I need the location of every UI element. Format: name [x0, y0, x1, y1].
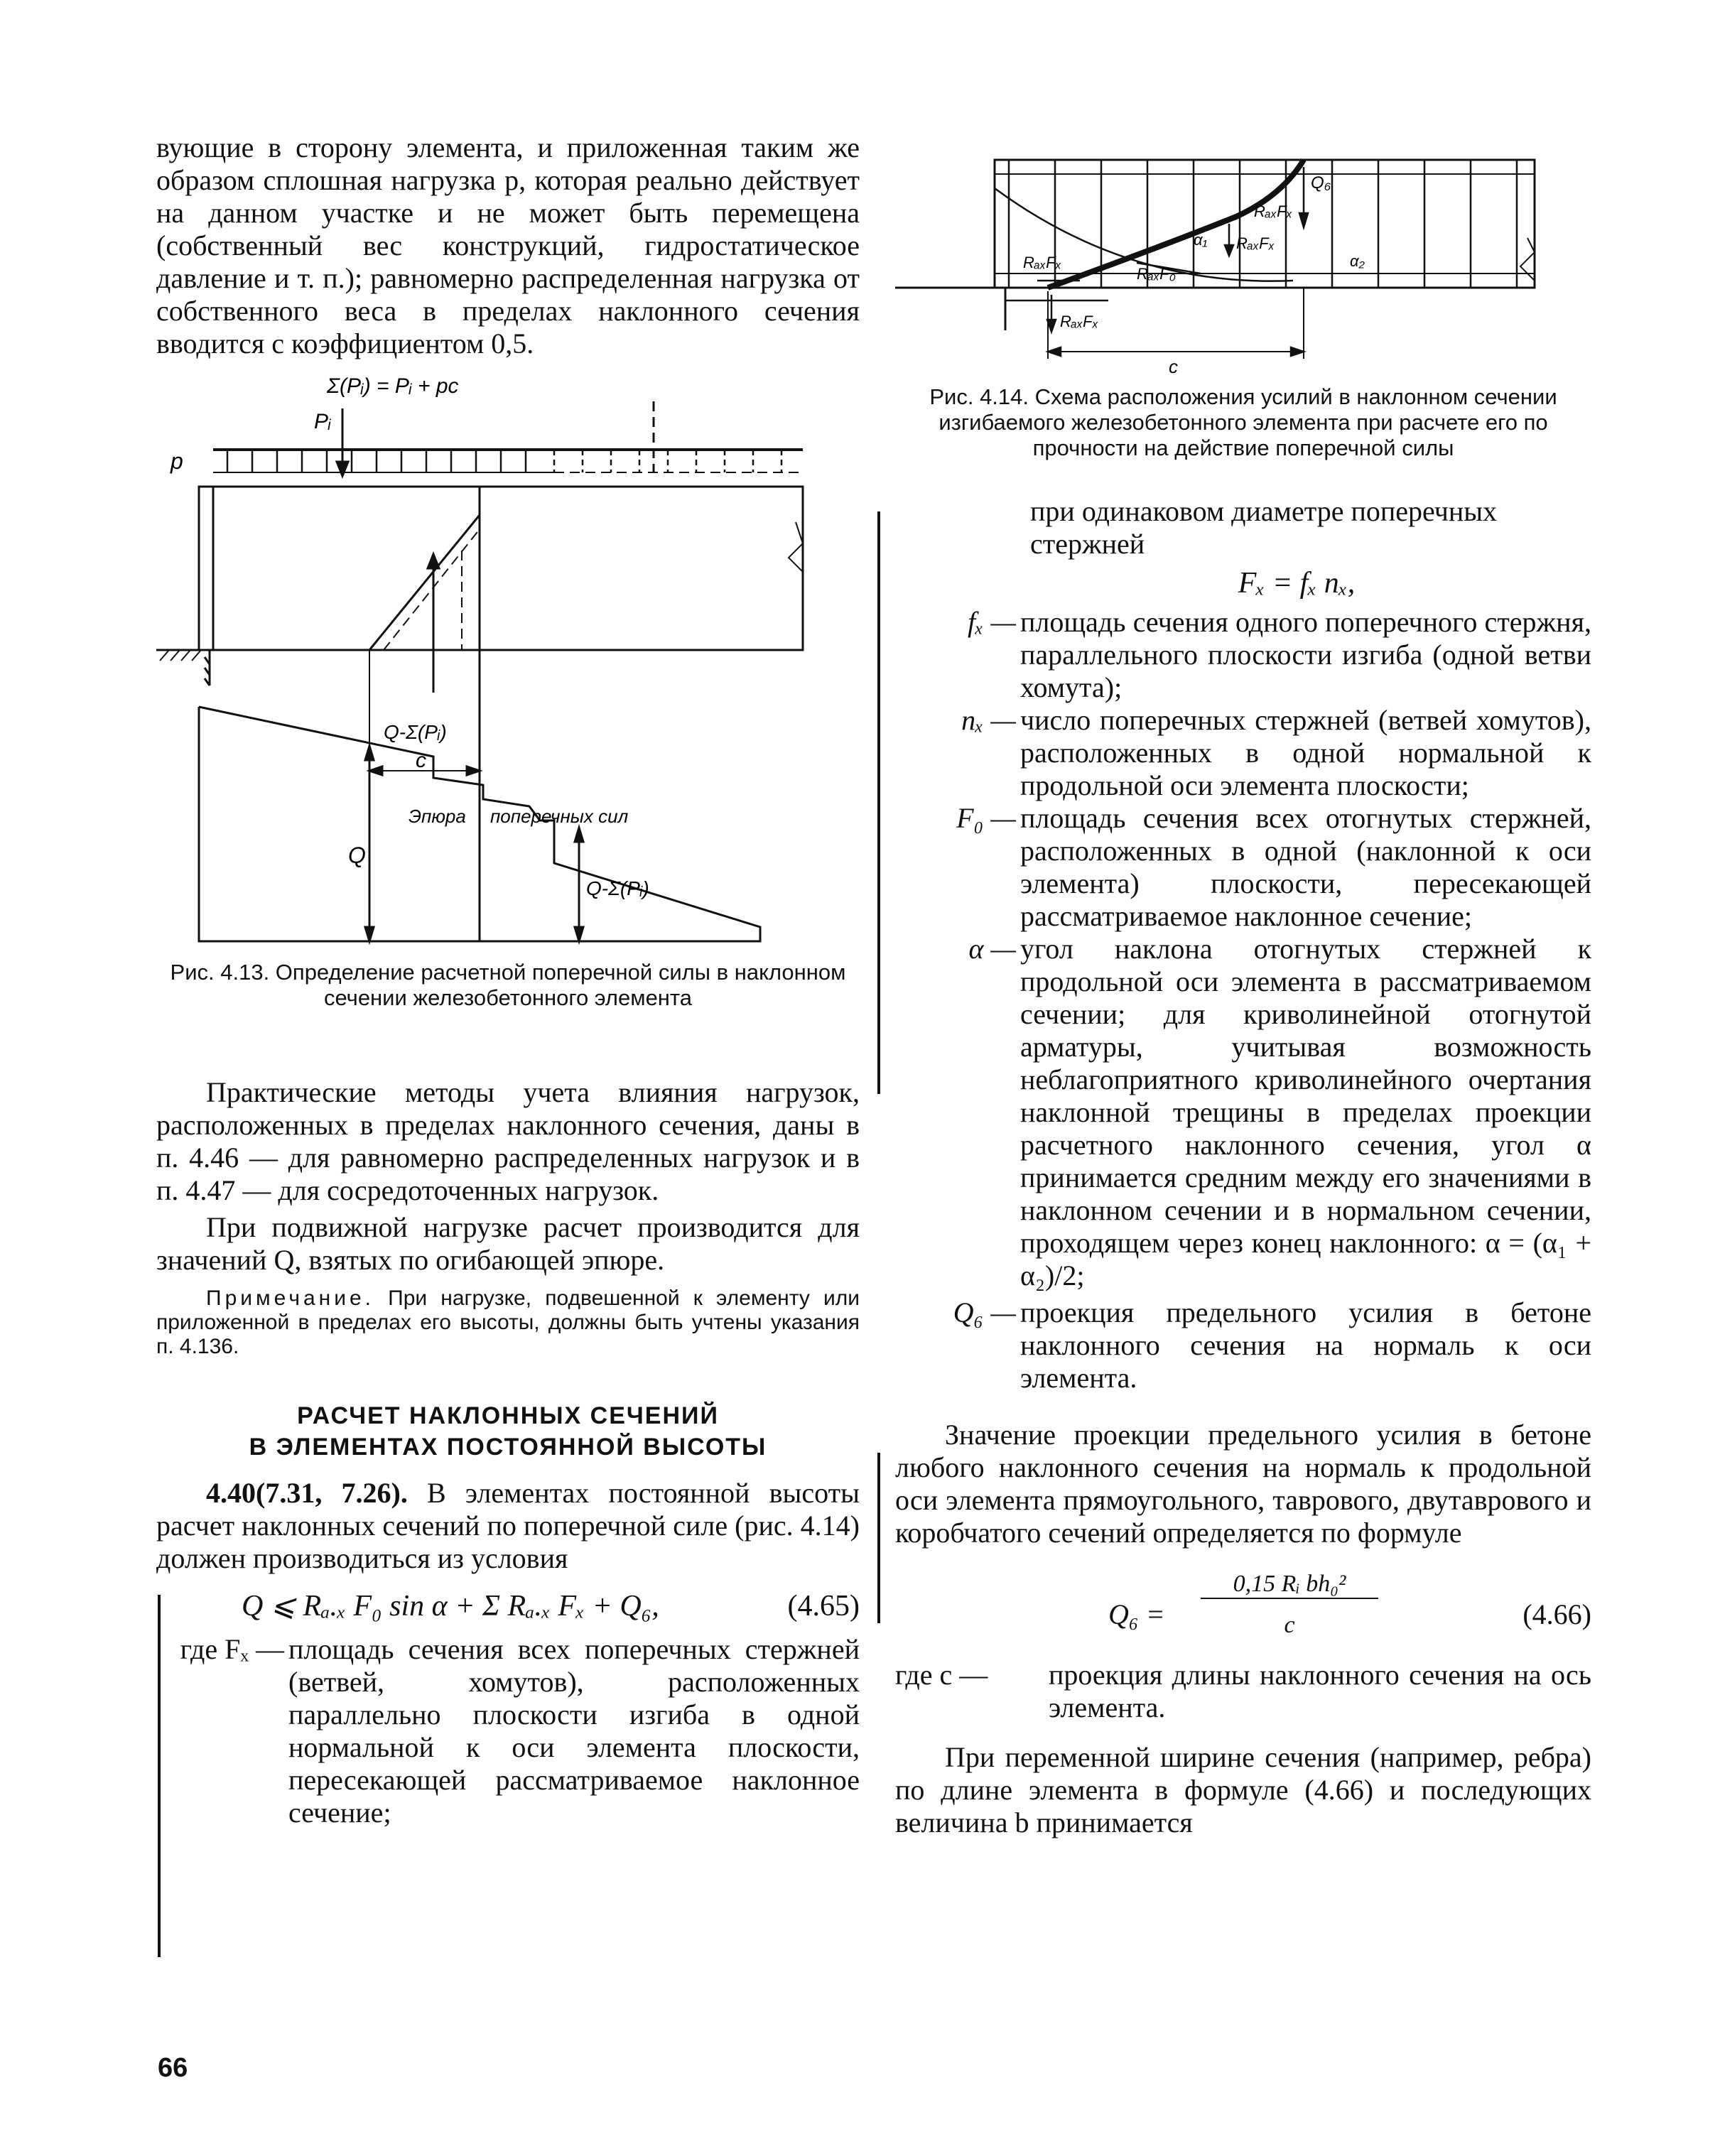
definition-fx-text: площадь сечения всех поперечных стержней (ветвей, хомутов), расположенных параллельно плоскости изгиба в одной нормальной к оси элемента плоскости, пересекающей рассматриваемое наклонное сечение;	[288, 1633, 860, 1829]
formula-4-66-numerator: 0,15 Rᵢ bh₀²	[1201, 1571, 1378, 1599]
formula-fx	[895, 565, 1591, 602]
fig413-label-epure: Эпюра	[409, 806, 466, 827]
fig414-label-alpha1: α₁	[1194, 231, 1208, 249]
left-paragraph-3: При подвижной нагрузке расчет производится для значений Q, взятых по огибающей эпюре.	[156, 1211, 860, 1276]
definition-symbol: α —	[968, 933, 1016, 965]
left-column	[156, 131, 860, 1829]
fig414-label-rfx2: RₐₓFₓ	[1236, 234, 1275, 252]
definitions-list	[895, 606, 1591, 1394]
right-paragraph-3: При переменной ширине сечения (например, ребра) по длине элемента в формуле (4.66) и последующих величина b принимается	[895, 1741, 1591, 1838]
definition-item	[895, 802, 1591, 933]
note	[156, 1286, 860, 1359]
definition-c-symbol: где c —	[895, 1659, 988, 1691]
section-heading-line-1: РАСЧЕТ НАКЛОННЫХ СЕЧЕНИЙ	[297, 1402, 719, 1429]
definition-text: угол наклона отогнутых стержней к продольной оси элемента в рассматриваемом сечении; для криволинейной отогнутой арматуры, учитывая возможность неблагоприятного криволинейного очертания наклонной трещины в пределах проекции расчетного наклонного сечения, угол α принимается средним между его значениями в наклонном сечении и в нормальном сечении, проходящем через конец наклонного: α = (α₁ + α₂)/2;	[1020, 933, 1591, 1291]
definition-text: площадь сечения всех отогнутых стержней, расположенных в одной (наклонной к оси элемента) плоскости, пересекающей рассматриваемое наклонное сечение;	[1020, 802, 1591, 932]
definition-text: площадь сечения одного поперечного стержня, параллельного плоскости изгиба (одной ветви хомута);	[1020, 606, 1591, 703]
definition-c-text: проекция длины наклонного сечения на ось элемента.	[1049, 1659, 1591, 1723]
margin-bar-1	[877, 511, 880, 1094]
fig414-label-alpha2: α₂	[1350, 252, 1365, 270]
figure-4-13	[156, 373, 860, 948]
clause-text: В элементах постоянной высоты расчет наклонных сечений по поперечной силе (рис. 4.14) должен производиться из условия	[156, 1477, 860, 1574]
formula-4-65-number: (4.65)	[787, 1590, 860, 1623]
definition-item	[895, 704, 1591, 802]
note-label: Примечание.	[206, 1286, 374, 1310]
page-number: 66	[158, 2053, 188, 2083]
definition-symbol: nₓ —	[961, 704, 1016, 736]
fig413-label-p: p	[171, 448, 183, 474]
margin-bar-3	[158, 1595, 161, 1957]
formula-4-66-lhs: Q₆ =	[1108, 1598, 1165, 1630]
caption-fig-4-13: Рис. 4.13. Определение расчетной поперечной силы в наклонном сечении железобетонного элемента	[170, 960, 846, 1010]
margin-bar-2	[877, 1453, 880, 1623]
definition-fx-symbol: где Fₓ —	[180, 1633, 284, 1665]
fig413-label-q: Q	[348, 843, 366, 868]
definition-symbol: F₀ —	[956, 802, 1016, 834]
formula-fx-body: Fₓ = fₓ nₓ,	[1238, 567, 1356, 600]
fig414-label-rfx4: RₐₓFₓ	[1060, 313, 1098, 330]
right-paragraph-1: при одинаковом диаметре поперечных стержней	[1030, 495, 1498, 560]
fig413-label-c: c	[416, 749, 426, 772]
fig414-label-rfx3: RₐₓFₓ	[1023, 254, 1061, 271]
formula-4-66-denominator: c	[1284, 1612, 1295, 1638]
fig414-label-c: c	[1169, 356, 1178, 377]
definition-symbol: Q₆ —	[953, 1296, 1016, 1328]
definition-text: проекция предельного усилия в бетоне наклонного сечения на нормаль к оси элемента.	[1020, 1296, 1591, 1394]
fig413-label-qsum2: Q-Σ(Pᵢ)	[586, 877, 649, 899]
left-paragraph-1: вующие в сторону элемента, и приложенная таким же образом сплошная нагрузка p, которая реально действует на данном участке и не может быть перемещена (собственный вес конструкций, гидростатическое давление и т. п.); равномерно распределенная нагрузка от собственного веса в пределах наклонного сечения вводится с коэффициентом 0,5.	[156, 131, 860, 359]
fig414-label-rfo: RₐₓF₀	[1137, 265, 1176, 283]
definition-text: число поперечных стержней (ветвей хомутов), расположенных в одной нормальной к продольной оси элемента плоскости;	[1020, 704, 1591, 801]
fig413-label-sum: Σ(Pᵢ) = Pᵢ + pc	[327, 374, 459, 398]
figure-4-14	[895, 146, 1591, 380]
note-text: При нагрузке, подвешенной к элементу или приложенной в пределах его высоты, должны быть учтены указания п. 4.136.	[156, 1286, 860, 1358]
fig413-label-epure2: поперечных сил	[490, 806, 629, 827]
section-heading-line-2: В ЭЛЕМЕНТАХ ПОСТОЯННОЙ ВЫСОТЫ	[249, 1434, 767, 1461]
formula-4-66	[895, 1571, 1591, 1656]
clause-number: 4.40(7.31, 7.26).	[206, 1477, 408, 1509]
formula-4-65	[156, 1588, 860, 1625]
definition-fx	[156, 1633, 860, 1829]
fig414-label-qb: Q₆	[1311, 173, 1331, 193]
caption-fig-4-14: Рис. 4.14. Схема расположения усилий в наклонном сечении изгибаемого железобетонного элемента при расчете его по прочности на действие поперечной силы	[929, 384, 1557, 460]
formula-4-65-body: Q ⩽ Rₐ.ₓ F₀ sin α + Σ Rₐ.ₓ Fₓ + Q₆,	[242, 1590, 659, 1623]
left-paragraph-2: Практические методы учета влияния нагрузок, расположенных в пределах наклонного сечения, даны в п. 4.46 — для равномерно распределенных нагрузок и в п. 4.47 — для сосредоточенных нагрузок.	[156, 1076, 860, 1206]
fig413-label-pi: Pᵢ	[314, 410, 331, 433]
fig414-label-rfx1: RₐₓFₓ	[1254, 202, 1292, 220]
definition-c	[895, 1659, 1591, 1724]
fig413-label-qsum: Q-Σ(Pᵢ)	[384, 721, 447, 743]
definition-item	[895, 933, 1591, 1292]
clause-4-40	[156, 1477, 860, 1575]
right-column	[895, 131, 1591, 1839]
definition-item	[895, 606, 1591, 704]
definition-symbol: fₓ —	[967, 606, 1016, 638]
definition-item	[895, 1296, 1591, 1394]
formula-4-66-number: (4.66)	[1522, 1598, 1591, 1630]
right-paragraph-2: Значение проекции предельного усилия в бетоне любого наклонного сечения на нормаль к продольной оси элемента прямоугольного, таврового, двутаврового и коробчатого сечений определяется по формуле	[895, 1419, 1591, 1549]
